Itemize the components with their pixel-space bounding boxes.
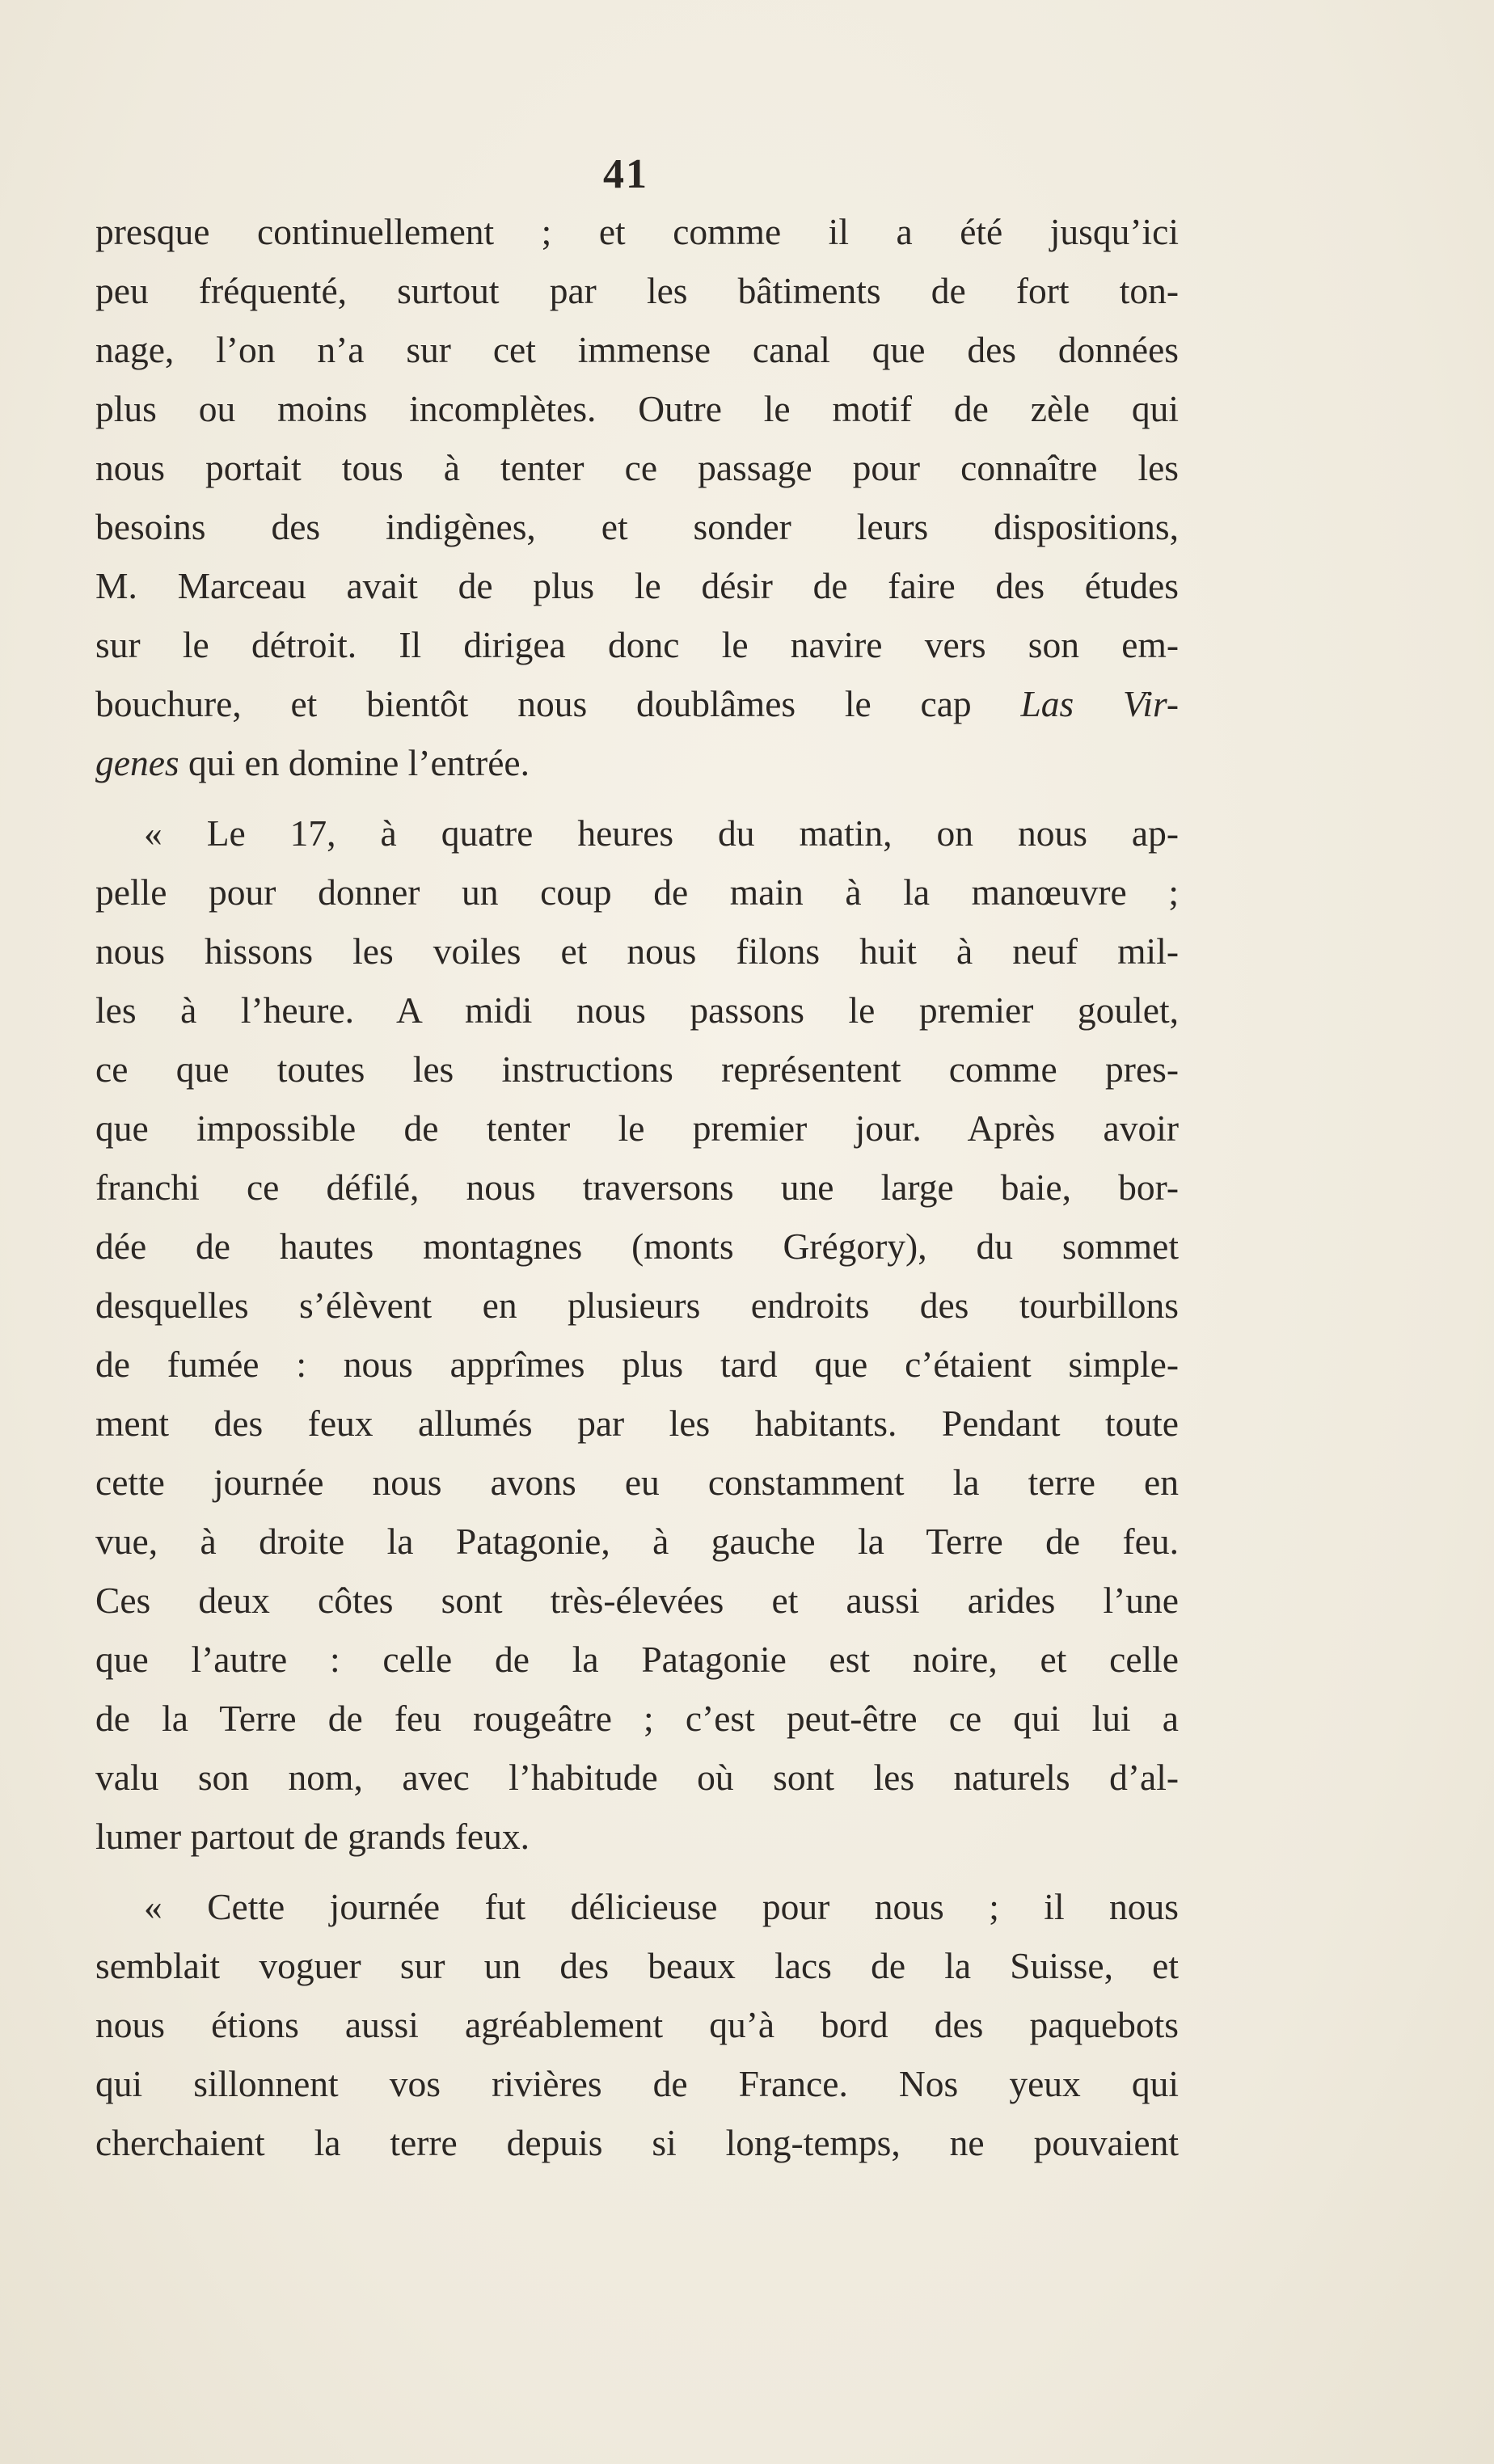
- text-line: [95, 733, 1179, 792]
- paragraph-1: [95, 202, 1179, 792]
- text-line: sur le détroit. Il dirigea donc le navire vers son em-: [95, 624, 1179, 665]
- text-line: plus ou moins incomplètes. Outre le motif de zèle qui: [95, 388, 1179, 429]
- italic-place-name: Las Vir-: [1020, 683, 1179, 724]
- paragraph-2: [95, 804, 1179, 1866]
- text-line: Ces deux côtes sont très-élevées et aussi arides l’une: [95, 1580, 1179, 1621]
- text-line: semblait voguer sur un des beaux lacs de la Suisse, et: [95, 1945, 1179, 1986]
- text-line: que l’autre : celle de la Patagonie est noire, et celle: [95, 1639, 1179, 1680]
- text-line: pelle pour donner un coup de main à la manœuvre ;: [95, 871, 1179, 913]
- text-line: presque continuellement ; et comme il a été jusqu’ici: [95, 211, 1179, 252]
- text-line: M. Marceau avait de plus le désir de faire des études: [95, 565, 1179, 606]
- page-number: 41: [603, 151, 648, 197]
- paragraph-3: [95, 1877, 1179, 2172]
- text-line: vue, à droite la Patagonie, à gauche la Terre de feu.: [95, 1521, 1179, 1562]
- italic-place-name: genes: [95, 742, 179, 783]
- text-line-part: bouchure, et bientôt nous doublâmes le cap: [95, 683, 972, 724]
- text-line: [95, 674, 1179, 733]
- text-line: franchi ce défilé, nous traversons une large baie, bor-: [95, 1167, 1179, 1208]
- text-line: que impossible de tenter le premier jour. Après avoir: [95, 1108, 1179, 1149]
- text-line: cherchaient la terre depuis si long-temps, ne pouvaient: [95, 2122, 1179, 2163]
- text-line: nous étions aussi agréablement qu’à bord des paquebots: [95, 2004, 1179, 2045]
- text-line: ment des feux allumés par les habitants. Pendant toute: [95, 1403, 1179, 1444]
- text-line: desquelles s’élèvent en plusieurs endroits des tourbillons: [95, 1285, 1179, 1326]
- text-line: besoins des indigènes, et sonder leurs dispositions,: [95, 506, 1179, 547]
- text-line-part: qui en domine l’entrée.: [188, 742, 530, 783]
- text-line: nous hissons les voiles et nous filons huit à neuf mil-: [95, 930, 1179, 972]
- text-line: de fumée : nous apprîmes plus tard que c’étaient simple-: [95, 1344, 1179, 1385]
- text-line: peu fréquenté, surtout par les bâtiments de fort ton-: [95, 270, 1179, 311]
- text-line: nage, l’on n’a sur cet immense canal que des données: [95, 329, 1179, 370]
- text-line: qui sillonnent vos rivières de France. Nos yeux qui: [95, 2063, 1179, 2104]
- text-line: ce que toutes les instructions représentent comme pres-: [95, 1048, 1179, 1090]
- text-line: lumer partout de grands feux.: [95, 1816, 530, 1857]
- text-line: les à l’heure. A midi nous passons le premier goulet,: [95, 989, 1179, 1031]
- text-line: « Cette journée fut délicieuse pour nous ; il nous: [144, 1886, 1179, 1927]
- body-text: [95, 202, 1179, 2172]
- text-line: nous portait tous à tenter ce passage pour connaître les: [95, 447, 1179, 488]
- text-line: dée de hautes montagnes (monts Grégory), du sommet: [95, 1226, 1179, 1267]
- text-line: valu son nom, avec l’habitude où sont les naturels d’al-: [95, 1757, 1179, 1798]
- text-line: de la Terre de feu rougeâtre ; c’est peut-être ce qui lui a: [95, 1698, 1179, 1739]
- text-line: « Le 17, à quatre heures du matin, on nous ap-: [144, 812, 1179, 854]
- text-line: cette journée nous avons eu constamment la terre en: [95, 1462, 1179, 1503]
